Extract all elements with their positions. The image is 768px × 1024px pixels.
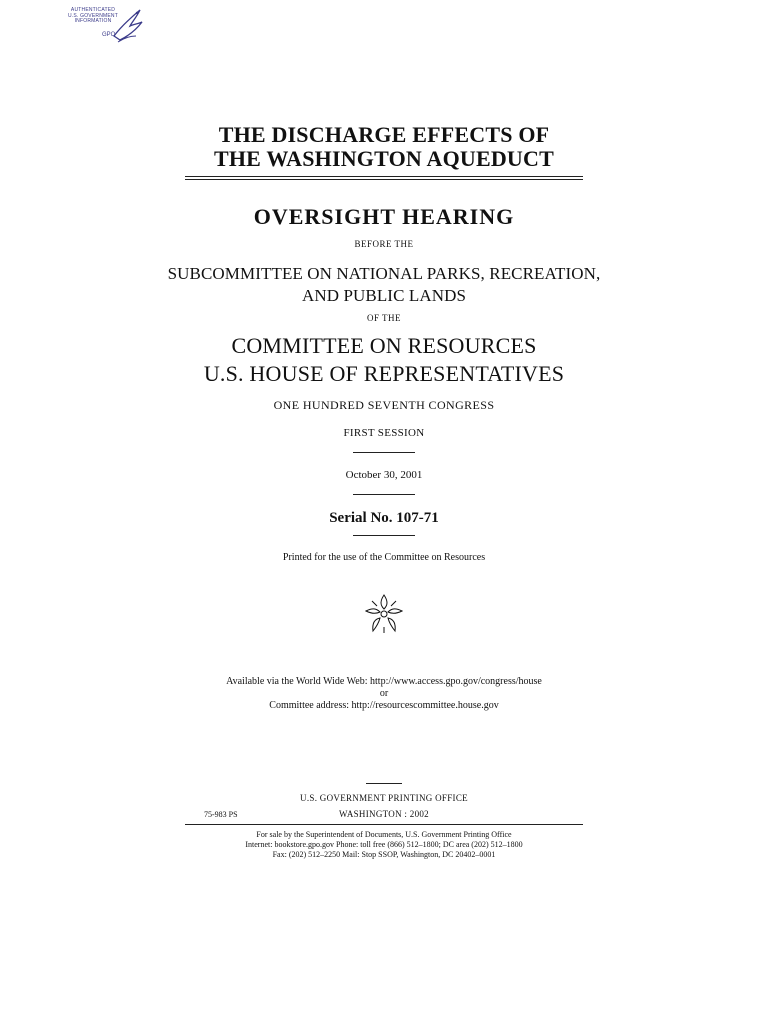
seal-line-3: INFORMATION [74, 18, 112, 25]
availability-or: or [379, 688, 389, 699]
printing-office-name: U.S. GOVERNMENT PRINTING OFFICE [300, 793, 468, 803]
serial-number: Serial No. 107-71 [329, 510, 439, 526]
subcommittee-name [0, 263, 768, 307]
congress: ONE HUNDRED SEVENTH CONGRESS [273, 398, 495, 412]
seal-line-1: AUTHENTICATED [70, 7, 116, 13]
serial-rule [353, 535, 415, 536]
title-rule-bottom [185, 179, 583, 180]
session-rule [353, 452, 415, 453]
before-the: BEFORE THE [354, 239, 414, 249]
committee-line-1: COMMITTEE ON RESOURCES [231, 333, 537, 358]
place-year: WASHINGTON : 2002 [339, 809, 429, 819]
sale-info-line-1: For sale by the Superintendent of Documents, U.S. Government Printing Office [256, 830, 512, 839]
eagle-icon [110, 6, 146, 46]
availability-committee: Committee address: http://resourcescommittee.house.gov [269, 700, 499, 711]
sale-info [0, 830, 768, 860]
gpo-authentication-seal [62, 6, 148, 48]
committee-name [0, 332, 768, 388]
printed-for: Printed for the use of the Committee on Resources [282, 552, 486, 563]
footer-rule [185, 824, 583, 825]
subcommittee-line-2: AND PUBLIC LANDS [301, 286, 467, 305]
of-the: OF THE [366, 313, 402, 323]
title-line-2: THE WASHINGTON AQUEDUCT [214, 146, 554, 171]
availability-web: Available via the World Wide Web: http://www.access.gpo.gov/congress/house [226, 676, 542, 687]
date-rule [353, 494, 415, 495]
printer-ornament-icon [364, 593, 404, 635]
sale-info-line-2: Internet: bookstore.gpo.gov Phone: toll free (866) 512–1800; DC area (202) 512–1800 [245, 840, 523, 849]
seal-line-2: U.S. GOVERNMENT [68, 12, 118, 19]
hearing-type: OVERSIGHT HEARING [253, 204, 515, 229]
session: FIRST SESSION [343, 427, 425, 439]
hearing-date: October 30, 2001 [345, 469, 423, 481]
sale-info-line-3: Fax: (202) 512–2250 Mail: Stop SSOP, Washington, DC 20402–0001 [272, 850, 496, 859]
job-number: 75-983 PS [204, 810, 238, 819]
title-line-1: THE DISCHARGE EFFECTS OF [218, 122, 550, 147]
imprint-rule [366, 783, 402, 784]
subcommittee-line-1: SUBCOMMITTEE ON NATIONAL PARKS, RECREATION, [167, 264, 601, 283]
availability [0, 676, 768, 712]
committee-line-2: U.S. HOUSE OF REPRESENTATIVES [203, 361, 565, 386]
title-rule-top [185, 176, 583, 177]
seal-gpo-mark: GPO [102, 32, 116, 38]
document-title [0, 123, 768, 171]
